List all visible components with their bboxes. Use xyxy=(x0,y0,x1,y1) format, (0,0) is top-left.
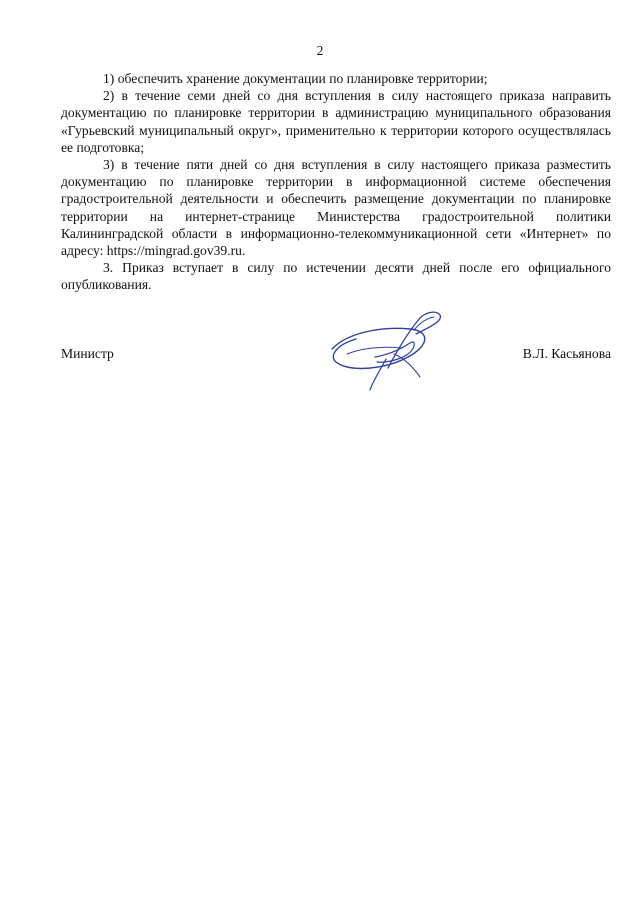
document-body xyxy=(61,70,611,294)
signatory-position: Министр xyxy=(61,346,114,361)
paragraph-item-2: 2) в течение семи дней со дня вступления в силу настоящего приказа направить документацию по планировке территории в администрацию муниципального образования «Гурьевский муниципальный округ», применительно к территории которого осуществлялась ее подготовка; xyxy=(61,88,611,155)
paragraph-item-3: 3) в течение пяти дней со дня вступления в силу настоящего приказа разместить документацию по планировке территории в информационной системе обеспечения градостроительной деятельности и обеспечить размещение документации по планировке территории на интернет-странице Министерства градостроительной политики Калининградской области в информационно-телекоммуникационной сети «Интернет» по адресу: https://mingrad.gov39.ru. xyxy=(61,157,611,259)
handwritten-signature-icon xyxy=(328,306,446,392)
paragraph-order-effect: 3. Приказ вступает в силу по истечении десяти дней после его официального опубликования. xyxy=(61,260,611,293)
page-number: 2 xyxy=(316,43,324,58)
signatory-name: В.Л. Касьянова xyxy=(522,346,611,361)
paragraph-item-1: 1) обеспечить хранение документации по планировке территории; xyxy=(103,71,488,86)
